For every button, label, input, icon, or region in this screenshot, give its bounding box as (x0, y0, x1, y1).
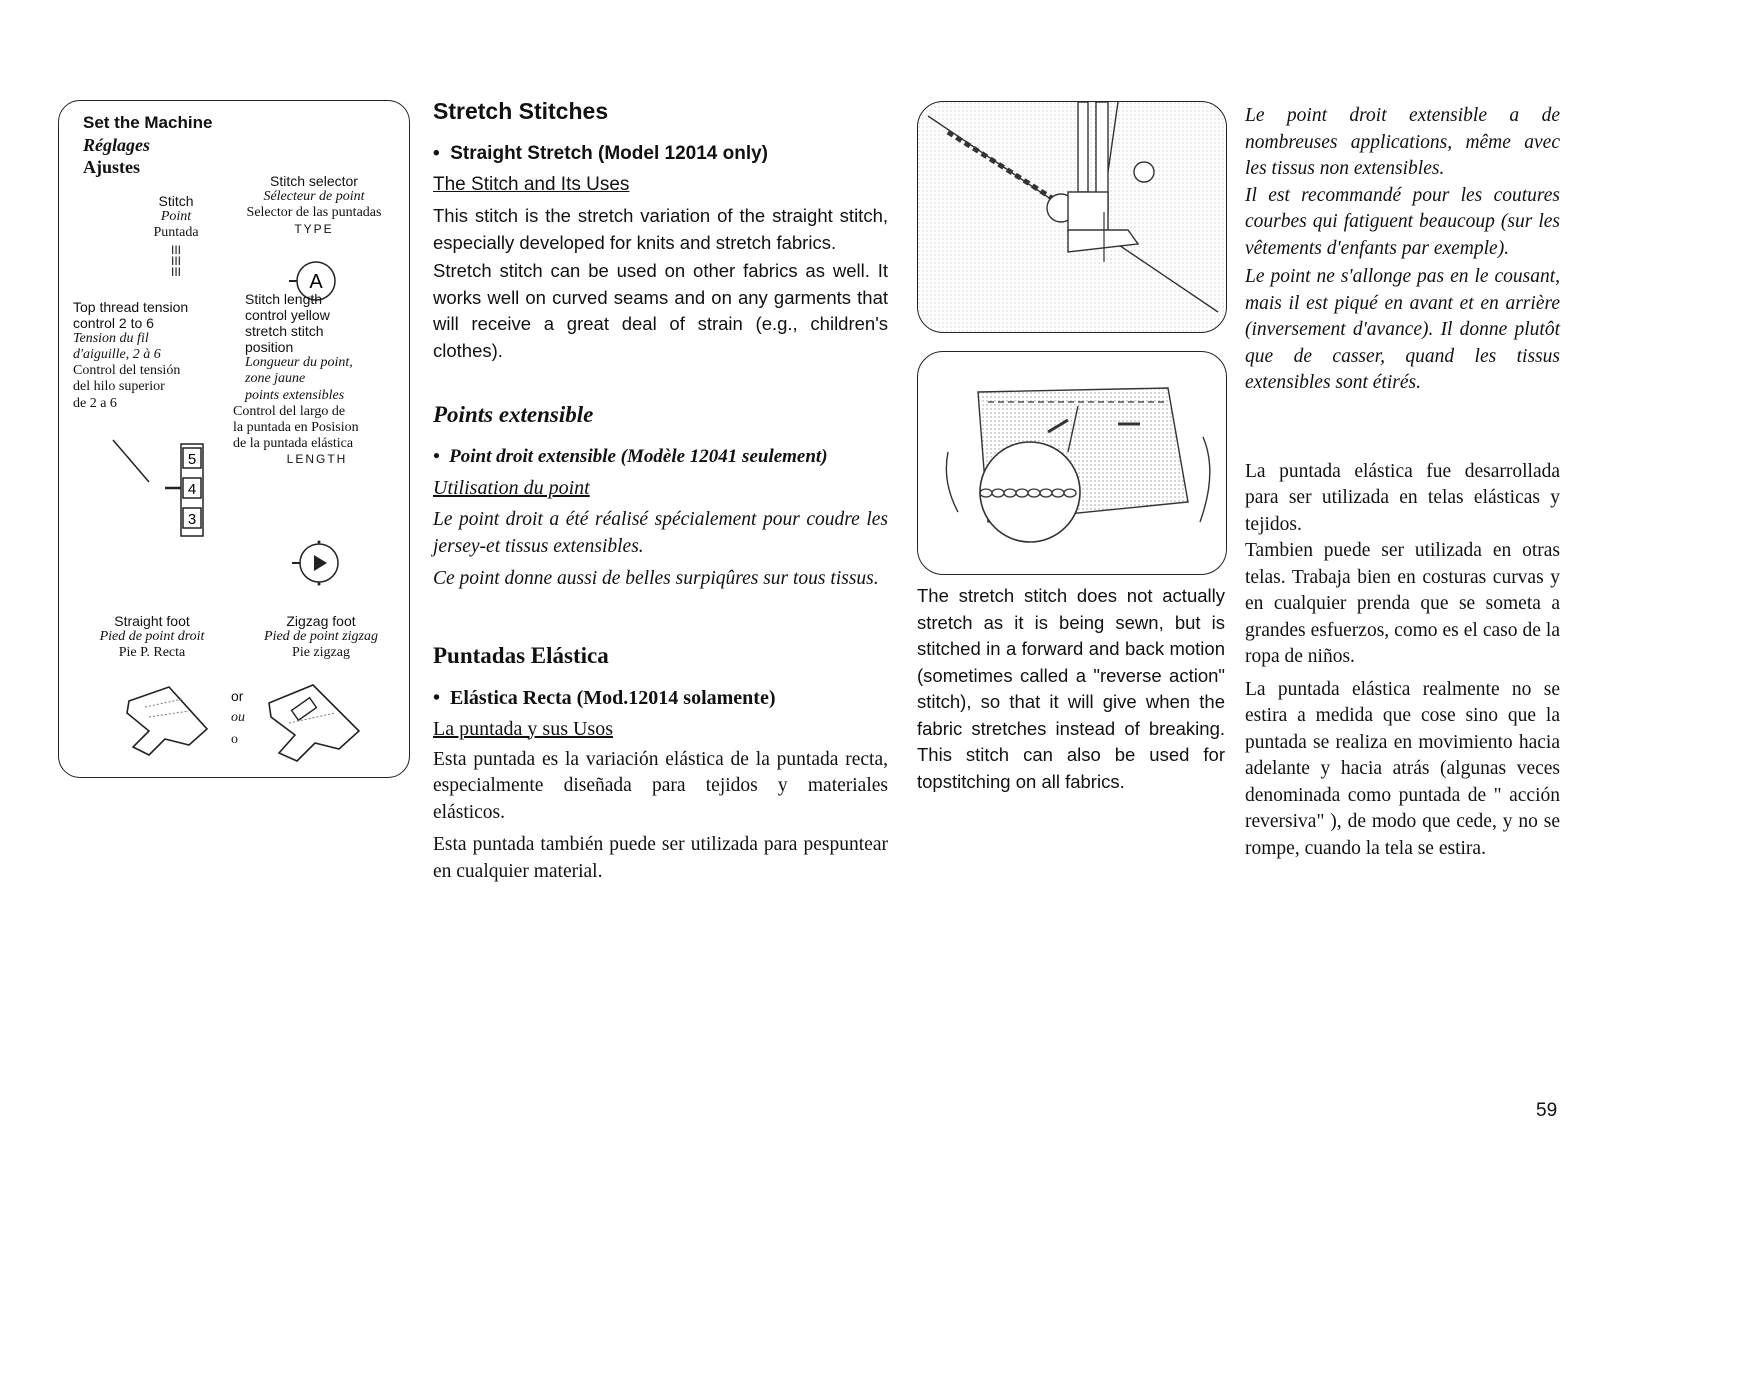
straight-foot-label: Straight foot Pied de point droit Pie P. Recta (99, 613, 205, 661)
zigzag-foot-icon (259, 673, 374, 773)
fabric-stretch-illustration (917, 351, 1227, 575)
straight-foot-icon (119, 673, 224, 768)
stitch-length-dial (287, 531, 347, 593)
stitch-marks: III III III (170, 243, 181, 280)
paragraph-fr-1: Le point droit a été réalisé spécialement pour coudre les jersey-et tissus extensibles. (433, 509, 888, 557)
paragraph-es-5: La puntada elástica realmente no se estira a medida que cose sino que la puntada se realiza en movimiento hacia adelante y hacia atrás (algunas veces denominada como puntada de " acción reversiva" ), de modo que cede, y no se rompe, cuando la tela se estira. (1245, 678, 1560, 859)
paragraph-es-1: Esta puntada es la variación elástica de la puntada recta, especialmente diseñada para tejidos y materiales elásticos. (433, 748, 888, 823)
section-title-fr: Points extensible (433, 402, 594, 427)
paragraph-fr-3: Le point droit extensible a de nombreuses applications, même avec les tissus non extensibles. (1245, 105, 1560, 179)
bullet-heading-en: • Straight Stretch (Model 12014 only) (433, 143, 769, 164)
type-value: A (309, 271, 323, 293)
stitch-length-label: Stitch length control yellow stretch stitch position Longueur du point, zone jaune points extensibles Control del largo de la puntada en Posision de la puntada elástica LENGTH (227, 291, 407, 467)
stitch-label: Stitch Point Puntada III III III (131, 193, 221, 278)
paragraph-es-4: Tambien puede ser utilizada en otras telas. Trabaja bien en costuras curvas y en cualquier prenda que se someta a grandes esfuerzos, como es el caso de la ropa de niños. (1245, 540, 1560, 667)
presser-foot-sewing-icon (918, 102, 1226, 332)
page-number: 59 (1536, 1100, 1558, 1121)
length-label: LENGTH (286, 451, 348, 466)
tension-dial (89, 436, 219, 546)
svg-text:5: 5 (187, 451, 197, 468)
instruction-column-right (1245, 103, 1560, 862)
paragraph-fr-4: Il est recommandé pour les coutures courbes qui fatiguent beaucoup (sur les vêtements d'enfants par exemple). (1245, 184, 1560, 259)
paragraph-fr-5: Le point ne s'allonge pas en le cousant, mais il est piqué en avant et en arrière (inversement d'avance). Il donne plutôt que de casser, quand les tissus extensibles sont étirés. (1245, 266, 1560, 393)
section-title-es: Puntadas Elástica (433, 642, 609, 668)
zigzag-foot-label: Zigzag foot Pied de point zigzag Pie zigzag (264, 613, 378, 661)
settings-title-fr: Réglages (83, 135, 150, 155)
instruction-column-left (433, 98, 888, 885)
stitch-selector-label: Stitch selector Sélecteur de point Selector de las puntadas TYPE (219, 173, 409, 237)
type-label: TYPE (294, 222, 334, 237)
paragraph-es-2: Esta puntada también puede ser utilizada para pespuntear en cualquier material. (433, 834, 888, 882)
bullet-heading-fr: • Point droit extensible (Modèle 12041 seulement) (433, 446, 828, 467)
section-title-en: Stretch Stitches (433, 98, 609, 124)
paragraph-es-3: La puntada elástica fue desarrollada para ser utilizada en telas elásticas y tejidos. (1245, 460, 1560, 535)
subhead-en: The Stitch and Its Uses (433, 174, 630, 195)
tension-label: Top thread tension control 2 to 6 Tension du fil d'aiguille, 2 à 6 Control del tensión del hilo superior de 2 a 6 (73, 299, 189, 411)
settings-title-es: Ajustes (83, 157, 140, 177)
subhead-es: La puntada y sus Usos (433, 717, 613, 740)
machine-settings-box (58, 100, 410, 778)
svg-text:4: 4 (187, 481, 197, 498)
or-label: or ou o (231, 688, 245, 747)
fabric-stretch-icon (918, 352, 1226, 574)
paragraph-fr-2: Ce point donne aussi de belles surpiqûres sur tous tissus. (433, 568, 879, 589)
paragraph-en-2: Stretch stitch can be used on other fabrics as well. It works well on curved seams and on any garments that will receive a great deal of strain (e.g., children's clothes). (433, 260, 888, 361)
paragraph-en-3: The stretch stitch does not actually stretch as it is being sewn, but is stitched in a forward and back motion (sometimes called a "reverse action" stitch), so that it will give when the fabric stretches instead of breaking. This stitch can also be used for topstitching on all fabrics. (917, 585, 1225, 792)
paragraph-en-1: This stitch is the stretch variation of the straight stitch, especially developed for knits and stretch fabrics. (433, 205, 888, 253)
bullet-heading-es: • Elástica Recta (Mod.12014 solamente) (433, 686, 776, 709)
sewing-foot-illustration (917, 101, 1227, 333)
settings-title: Set the Machine (83, 113, 213, 132)
svg-text:3: 3 (187, 511, 197, 528)
subhead-fr: Utilisation du point (433, 477, 590, 499)
